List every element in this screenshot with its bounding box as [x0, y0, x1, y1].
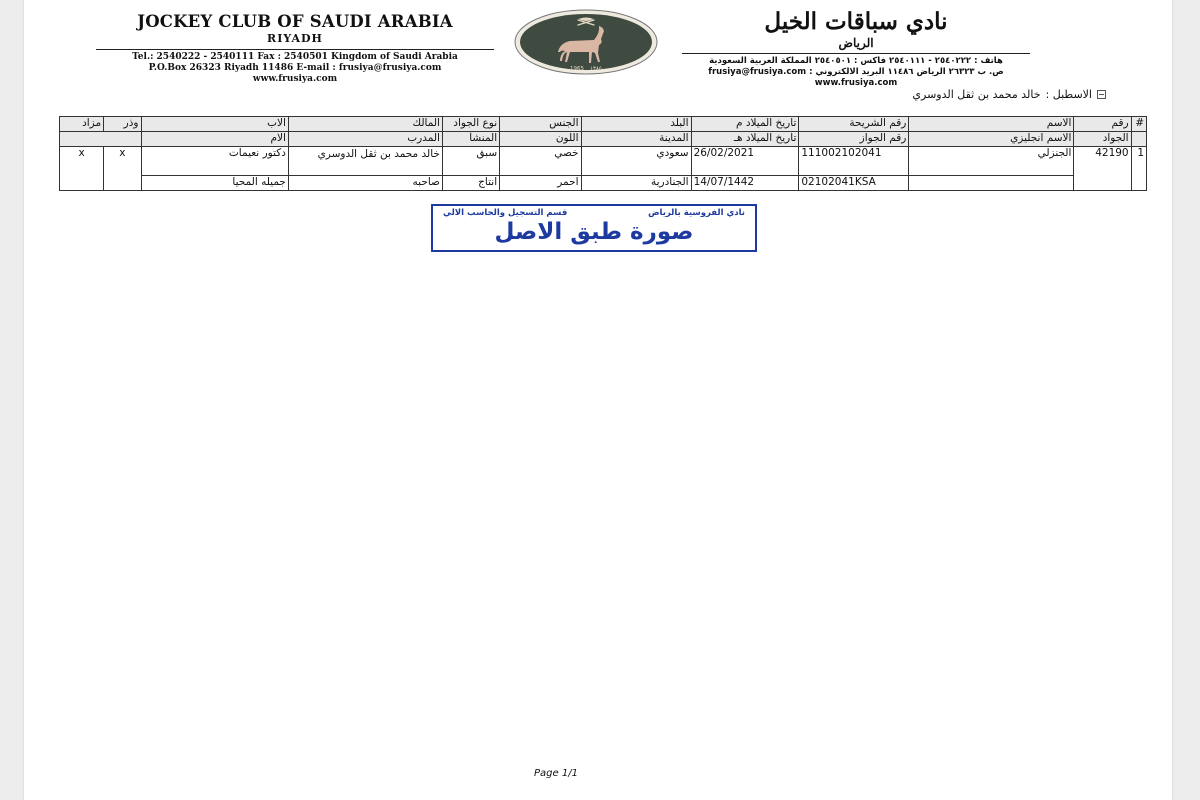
passport-number: 02102041KSA — [799, 176, 909, 191]
english-name — [909, 176, 1074, 191]
horse-type: سبق — [442, 147, 499, 176]
stable-label: الاسطبل : — [1045, 88, 1092, 101]
header-cell: البلد — [581, 117, 691, 132]
logo-year-en: 1965 — [570, 66, 584, 72]
row-number: 1 — [1131, 147, 1146, 191]
col-wathar: x — [104, 147, 141, 191]
letterhead-arabic — [676, 8, 1036, 89]
stable-line — [912, 88, 1106, 101]
header-cell: الجنس — [500, 117, 581, 132]
header-cell: مزاد — [60, 117, 104, 132]
table-row — [60, 176, 1147, 191]
club-name-english: JOCKEY CLUB OF SAUDI ARABIA — [137, 12, 453, 31]
website-english: www.frusiya.com — [252, 74, 338, 84]
city: الجنادرية — [581, 176, 691, 191]
header-cell: المدرب — [288, 132, 442, 147]
horse-number: 42190 — [1074, 147, 1131, 191]
table-row — [60, 147, 1147, 176]
club-name-arabic: نادي سباقات الخيل — [764, 8, 948, 35]
stable-name: خالد محمد بن ثقل الدوسري — [912, 88, 1041, 101]
stamp-department: قسم التسجيل والحاسب الالي — [443, 208, 568, 218]
collapse-box-icon[interactable] — [1097, 90, 1106, 99]
header-cell: الاب — [141, 117, 288, 132]
certified-copy-stamp — [431, 204, 757, 252]
color: احمر — [500, 176, 581, 191]
table-header-row — [60, 132, 1147, 147]
website-arabic: www.frusiya.com — [814, 78, 898, 88]
header-cell: رقم — [1074, 117, 1131, 132]
trainer: صاحبه — [288, 176, 442, 191]
header-cell: نوع الجواد — [442, 117, 499, 132]
header-cell: تاريخ الميلاد هـ — [691, 132, 799, 147]
header-cell: وذر — [104, 117, 141, 132]
document-page — [24, 0, 1172, 800]
dam: جميله المحيا — [141, 176, 288, 191]
horse-table — [59, 116, 1147, 191]
owner: خالد محمد بن ثقل الدوسري — [288, 147, 442, 176]
header-cell: الاسم انجليزي — [909, 132, 1074, 147]
birth-date-hijri: 14/07/1442 — [691, 176, 799, 191]
sex: خصي — [500, 147, 581, 176]
header-cell: المنشأ — [442, 132, 499, 147]
origin: انتاج — [442, 176, 499, 191]
horse-name: الجنزلي — [909, 147, 1074, 176]
table-header-row — [60, 117, 1147, 132]
stamp-club: نادي الفروسية بالرياض — [648, 208, 745, 218]
header-cell: الجواد — [1074, 132, 1131, 147]
header-cell: اللون — [500, 132, 581, 147]
city-english: RIYADH — [267, 32, 323, 45]
header-cell: رقم الجواز — [799, 132, 909, 147]
contact-english: Tel.: 2540222 - 2540111 Fax : 2540501 Kingdom of Saudi Arabia — [132, 52, 458, 62]
microchip-number: 111002102041 — [799, 147, 909, 176]
address-arabic: ص. ب ٢٦٣٢٣ الرياض ١١٤٨٦ البريد الالكتروني : frusiya@frusiya.com — [708, 67, 1004, 77]
header-cell: المالك — [288, 117, 442, 132]
city-arabic: الرياض — [838, 36, 874, 50]
header-cell: رقم الشريحة — [799, 117, 909, 132]
birth-date-gregorian: 26/02/2021 — [691, 147, 799, 176]
header-cell: تاريخ الميلاد م — [691, 117, 799, 132]
country: سعودي — [581, 147, 691, 176]
sire: دكتور نعيمات — [141, 147, 288, 176]
letterhead-english — [90, 12, 500, 85]
col-auction: x — [60, 147, 104, 191]
contact-arabic: هاتف : ٢٥٤٠٢٢٢ - ٢٥٤٠١١١ فاكس : ٢٥٤٠٥٠١ المملكة العربية السعودية — [709, 56, 1003, 66]
header-cell — [60, 132, 142, 147]
header-cell: الام — [141, 132, 288, 147]
letterhead-divider — [96, 49, 494, 50]
logo-year-ar: ١٣٨٥ — [590, 66, 602, 72]
stamp-header — [443, 208, 745, 218]
header-cell: الاسم — [909, 117, 1074, 132]
stamp-text: صورة طبق الاصل — [494, 219, 694, 245]
header-cell: المدينة — [581, 132, 691, 147]
address-english: P.O.Box 26323 Riyadh 11486 E-mail : frusiya@frusiya.com — [148, 63, 442, 73]
header-cell — [1131, 132, 1146, 147]
header-cell: # — [1131, 117, 1146, 132]
horse-emblem-icon — [514, 9, 658, 75]
page-number: Page 1/1 — [534, 768, 578, 779]
letterhead-divider-arabic — [682, 53, 1030, 54]
